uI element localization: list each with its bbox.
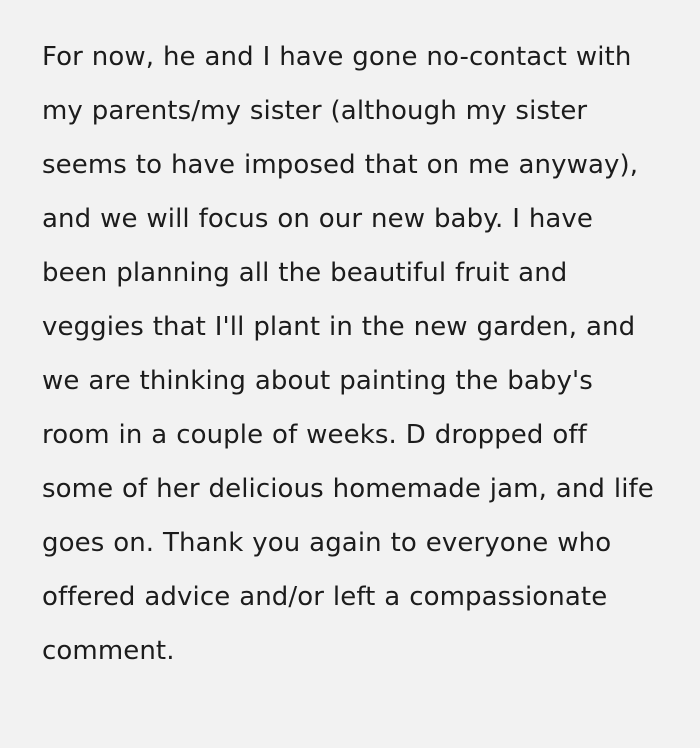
post-paragraph: For now, he and I have gone no-contact with my parents/my sister (although my sister seems to have imposed that on me anyway), and we will focus on our new baby. I have been planning all the beautiful fruit and veggies that I'll plant in the new garden, and we are thinking about painting the baby's room in a couple of weeks. D dropped off some of her delicious homemade jam, and life goes on. Thank you again to everyone who offered advice and/or left a compassionate comment.	[42, 42, 654, 666]
